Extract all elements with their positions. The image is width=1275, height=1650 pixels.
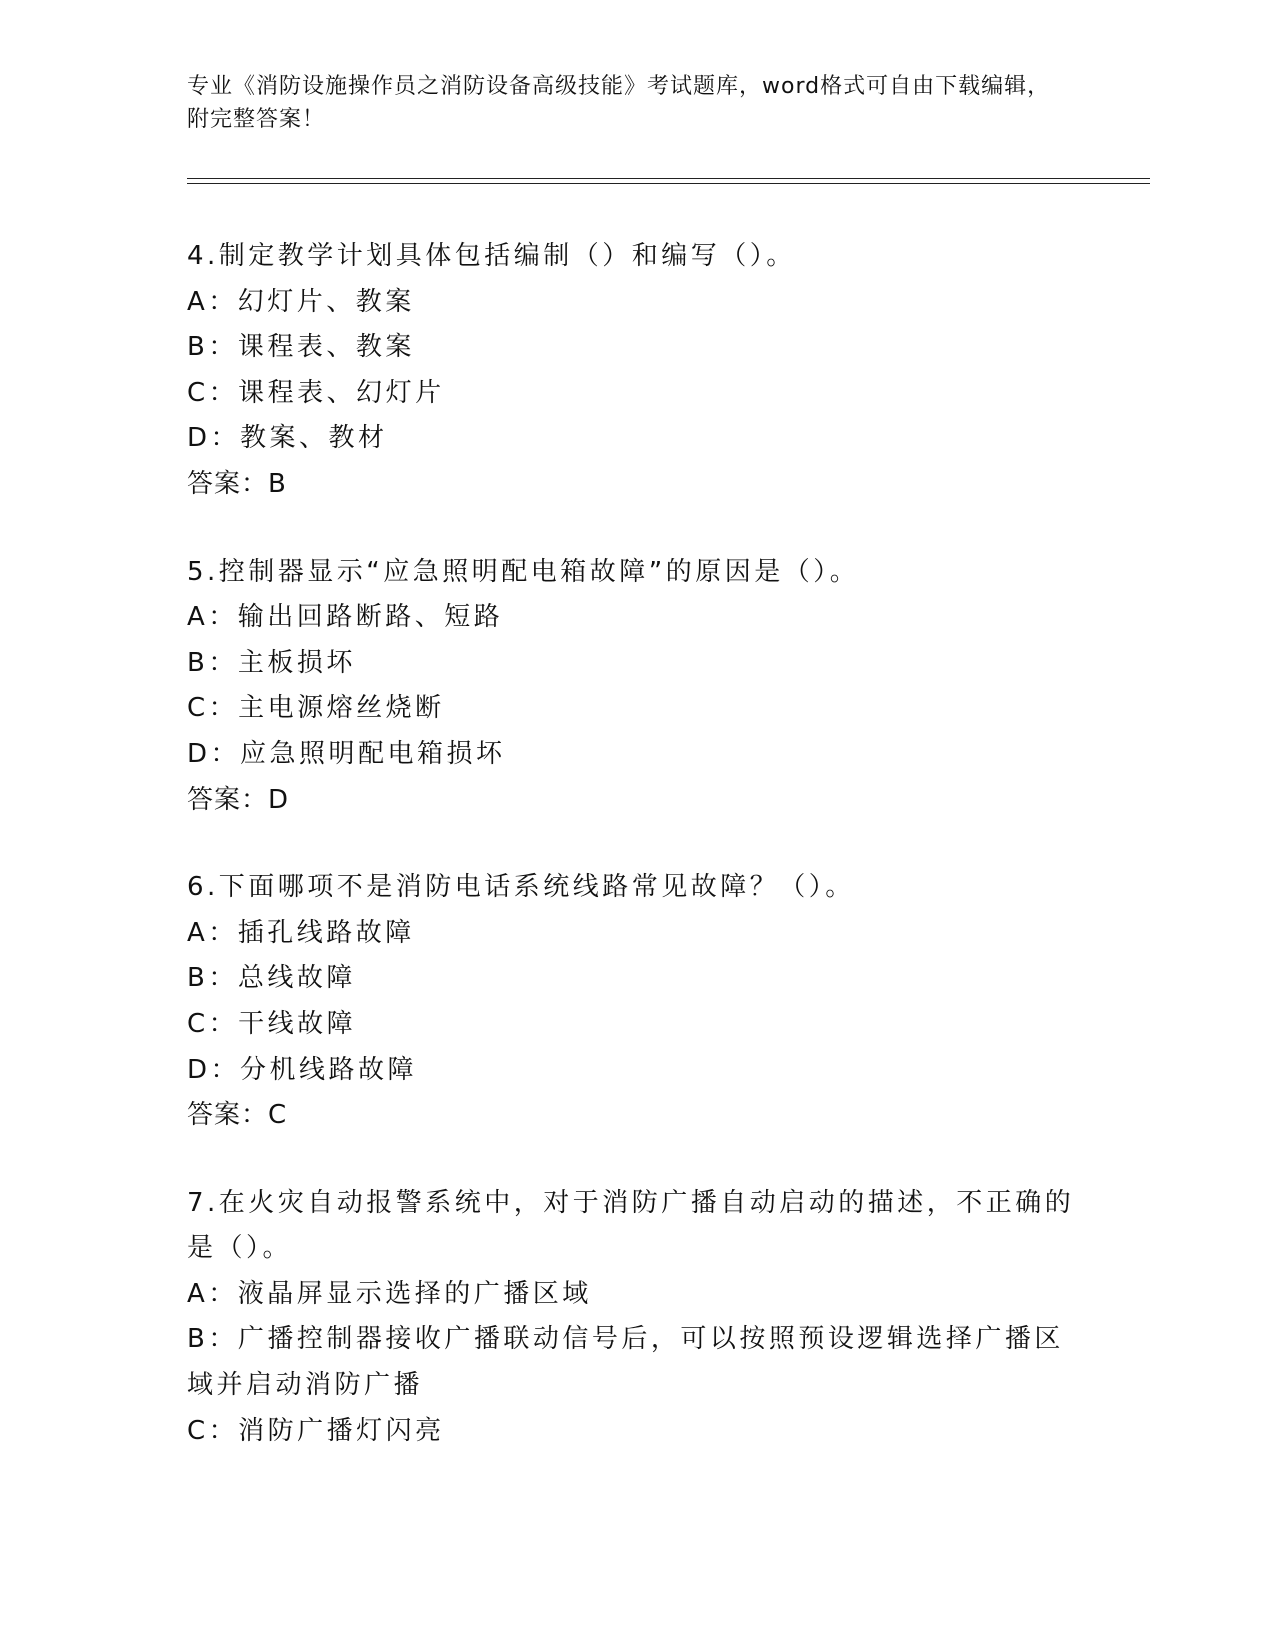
option-c: C：干线故障 bbox=[187, 1008, 357, 1039]
question-7 bbox=[187, 1181, 1087, 1455]
question-list bbox=[187, 234, 1087, 1496]
question-stem: 5.控制器显示“应急照明配电箱故障”的原因是（）。 bbox=[187, 556, 860, 587]
header-rule-bottom bbox=[187, 183, 1150, 184]
question-6 bbox=[187, 865, 1087, 1139]
option-a: A：输出回路断路、短路 bbox=[187, 602, 504, 633]
option-a: A：液晶屏显示选择的广播区域 bbox=[187, 1278, 592, 1309]
answer: 答案：B bbox=[187, 468, 287, 499]
question-stem: 6.下面哪项不是消防电话系统线路常见故障？（）。 bbox=[187, 872, 855, 903]
option-a: A：幻灯片、教案 bbox=[187, 286, 415, 317]
option-d: D：教案、教材 bbox=[187, 423, 388, 454]
option-a: A：插孔线路故障 bbox=[187, 917, 415, 948]
option-b: B：总线故障 bbox=[187, 963, 356, 994]
option-d: D：分机线路故障 bbox=[187, 1054, 418, 1085]
question-stem: 7.在火灾自动报警系统中，对于消防广播自动启动的描述，不正确的是（）。 bbox=[187, 1187, 1075, 1264]
option-c: C：主电源熔丝烧断 bbox=[187, 693, 445, 724]
question-4 bbox=[187, 234, 1087, 508]
question-5 bbox=[187, 550, 1087, 824]
answer: 答案：D bbox=[187, 784, 290, 815]
answer: 答案：C bbox=[187, 1100, 288, 1131]
document-header: 专业《消防设施操作员之消防设备高级技能》考试题库，word格式可自由下载编辑，附完整答案！ bbox=[187, 74, 1051, 132]
option-b: B：主板损坏 bbox=[187, 647, 356, 678]
option-b: B：广播控制器接收广播联动信号后，可以按照预设逻辑选择广播区域并启动消防广播 bbox=[187, 1324, 1064, 1401]
option-c: C：课程表、幻灯片 bbox=[187, 377, 445, 408]
header-rule-top bbox=[187, 178, 1150, 179]
question-stem: 4.制定教学计划具体包括编制（）和编写（）。 bbox=[187, 241, 796, 271]
option-c: C：消防广播灯闪亮 bbox=[187, 1415, 445, 1446]
option-b: B：课程表、教案 bbox=[187, 332, 415, 363]
option-d: D：应急照明配电箱损坏 bbox=[187, 738, 506, 769]
